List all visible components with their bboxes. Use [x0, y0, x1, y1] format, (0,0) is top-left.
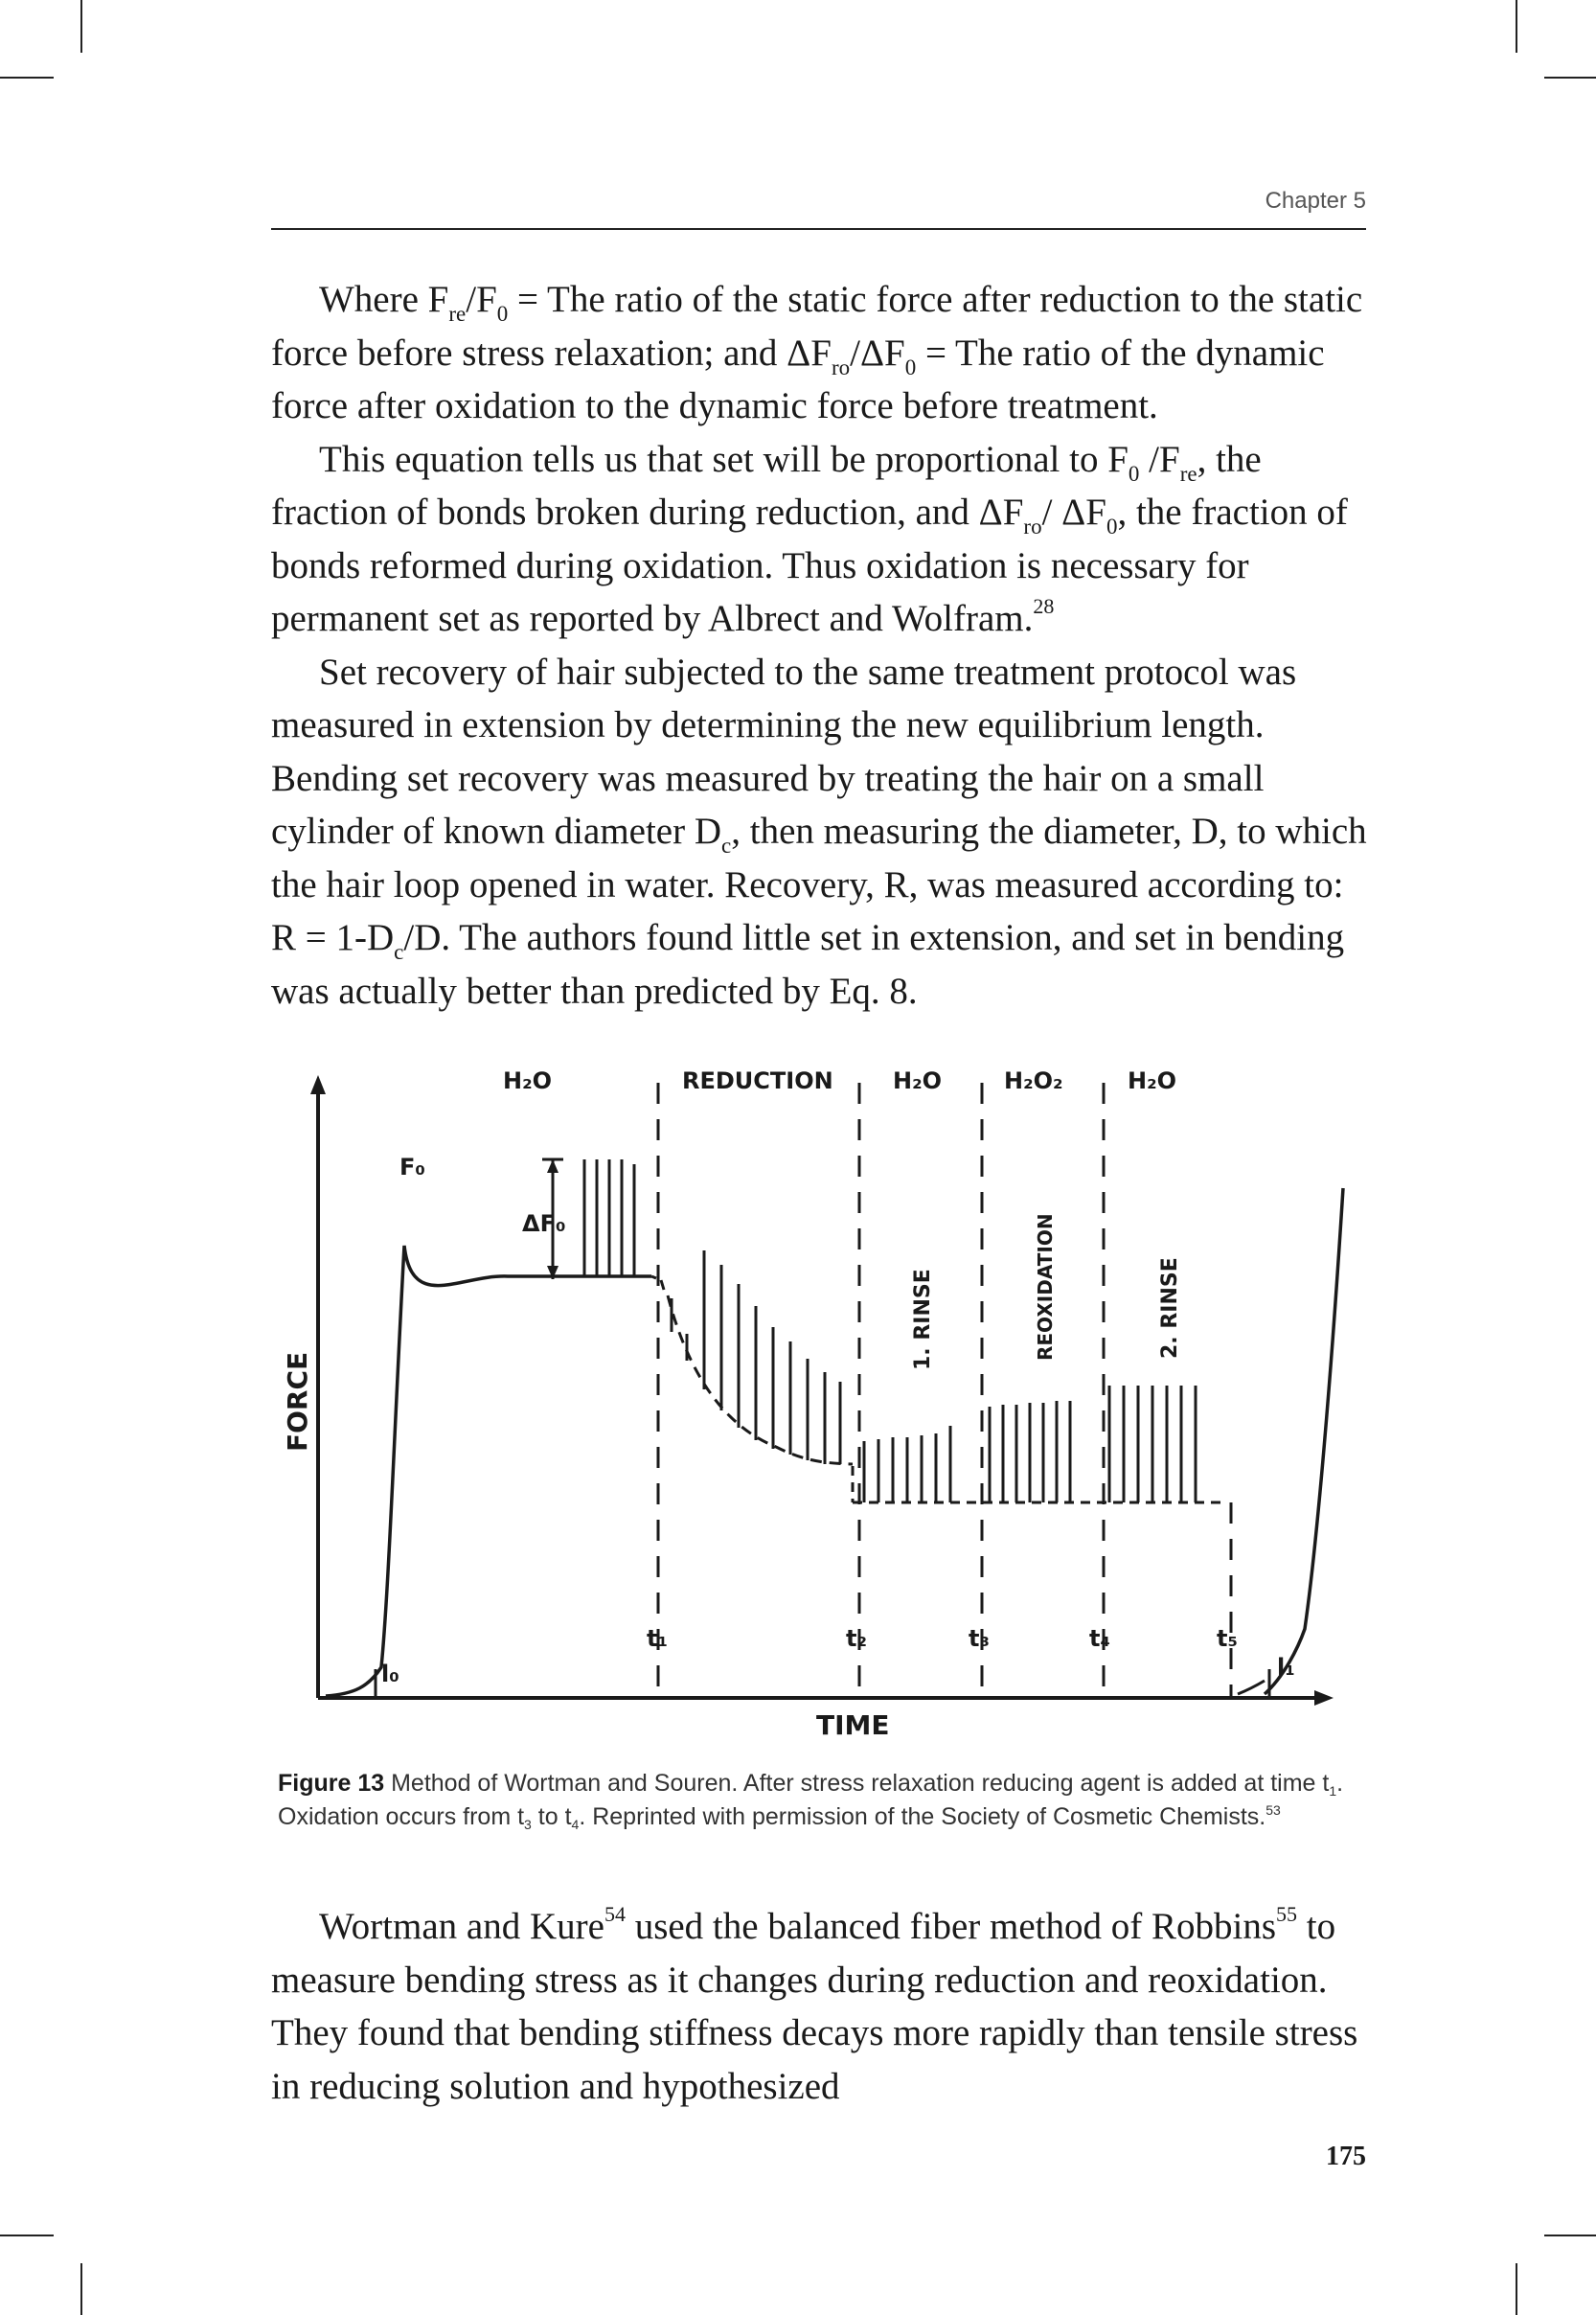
x-axis-label: TIME [816, 1709, 890, 1741]
page-number: 175 [1326, 2142, 1366, 2171]
header-rule [271, 228, 1366, 230]
citation: 54 [604, 1902, 626, 1926]
phase-dividers [658, 1083, 1231, 1698]
dynamic-spikes-h2o [584, 1159, 634, 1276]
dynamic-spikes-rinse-2 [1109, 1386, 1196, 1502]
dynamic-spikes-reduction [672, 1250, 840, 1464]
crop-mark [1544, 2235, 1596, 2236]
delta-f0-label: ΔF₀ [522, 1210, 566, 1237]
stress-relaxation-diagram [268, 1054, 1360, 1763]
body-text-top [271, 273, 1373, 1018]
time-mark: t₅ [1217, 1625, 1238, 1652]
paragraph: Where $F_{re}/F_0$ = The ratio of the static force after reduction to the static force before stress relaxation; and $\Delta F_{ro}/\Delta F_0$ = The ratio of the dynamic force after oxidation to the dynamic force before treatment. [271, 279, 1363, 426]
x-axis-arrow [1314, 1690, 1334, 1706]
force-curve-reduction [651, 1276, 853, 1464]
chapter-label: Chapter 5 [1265, 188, 1366, 214]
phase-label: H₂O [893, 1067, 942, 1094]
crop-mark [0, 77, 54, 79]
dynamic-spikes-reoxidation [990, 1401, 1070, 1502]
crop-mark [1516, 0, 1517, 53]
phase-label: H₂O₂ [1004, 1067, 1063, 1094]
citation: 28 [1033, 594, 1055, 618]
rinse-1-label: 1. RINSE [911, 1269, 935, 1370]
body-text-bottom [271, 1900, 1373, 2113]
rinse-2-label: 2. RINSE [1158, 1257, 1182, 1359]
y-axis-label: FORCE [282, 1351, 313, 1452]
force-curve-initial [326, 1246, 651, 1696]
reoxidation-label: REOXIDATION [1034, 1213, 1057, 1361]
force-curve-final [1265, 1188, 1343, 1694]
y-axis-arrow [310, 1075, 326, 1094]
crop-mark [80, 2263, 82, 2315]
dynamic-spikes-rinse-1 [864, 1426, 950, 1502]
phase-label: H₂O [1128, 1067, 1176, 1094]
crop-mark [1544, 77, 1596, 79]
citation: 53 [1265, 1802, 1281, 1818]
time-mark: t₁ [647, 1625, 668, 1652]
f0-label: F₀ [399, 1154, 425, 1180]
phase-label: H₂O [503, 1067, 552, 1094]
length-start-label: l₀ [381, 1661, 399, 1687]
paragraph: Set recovery of hair subjected to the same treatment protocol was measured in extension by determining the new equilibrium length. Bending set recovery was measured by treating the hair on a small cylinder of known diameter $D_c$, then measuring the diameter, D, to which the hair loop opened in water. Recovery, R, was measured according to: $R = 1-D_c/D$. The authors found little set in extension, and set in bending was actually better than predicted by Eq. 8. [271, 651, 1367, 1012]
figure-caption: Figure 13 Method of Wortman and Souren. After stress relaxation reducing agent is added at time $t_1$. Oxidation occurs from $t_3$ to $t_4$. Reprinted with permission of the Society of Cosmetic Chemists.$^{53}$ [278, 1770, 1344, 1832]
phase-label: REDUCTION [682, 1067, 833, 1094]
time-mark: t₄ [1089, 1625, 1110, 1652]
figure-label: Figure 13 [278, 1770, 385, 1797]
time-mark: t₂ [846, 1625, 867, 1652]
crop-mark [1516, 2263, 1517, 2315]
crop-mark [80, 0, 82, 53]
crop-mark [0, 2235, 54, 2236]
paragraph: Wortman and Kure$^{54}$ used the balanced fiber method of Robbins$^{55}$ to measure bending stress as it changes during reduction and reoxidation. They found that bending stiffness decays more rapidly than tensile stress in reducing solution and hypothesized [271, 1902, 1358, 2107]
figure-13 [268, 1054, 1360, 1763]
paragraph: This equation tells us that set will be proportional to $F_0$ $/F_{re}$, the fraction of bonds broken during reduction, and $\Delta F_{ro}/$ $\Delta F_0$, the fraction of bonds reformed during oxidation. Thus oxidation is necessary for permanent set as reported by Albrect and Wolfram.$^{28}$ [271, 438, 1348, 639]
citation: 55 [1276, 1902, 1298, 1926]
length-end-label: l₁ [1277, 1654, 1295, 1681]
time-mark: t₃ [969, 1625, 990, 1652]
